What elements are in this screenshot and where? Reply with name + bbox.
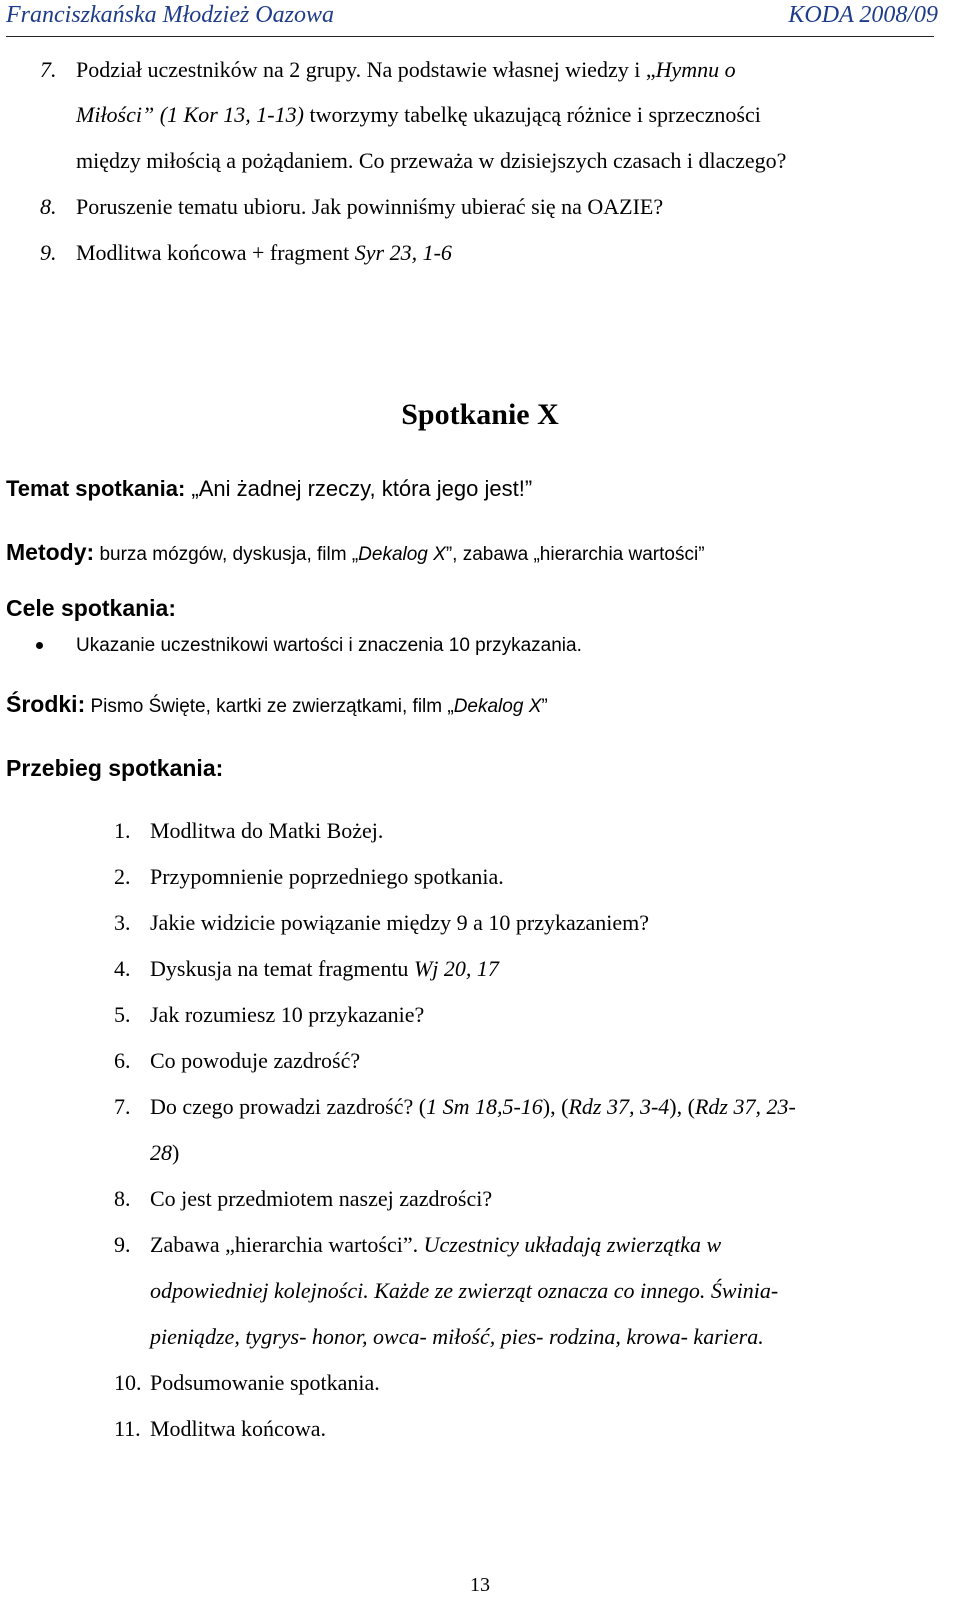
- agenda-item-10-text: Podsumowanie spotkania.: [150, 1370, 380, 1395]
- prev-item-9-text: Modlitwa końcowa + fragment: [76, 240, 355, 265]
- goals-item-text: Ukazanie uczestnikowi wartości i znaczenia 10 przykazania.: [76, 635, 582, 656]
- agenda-item-3-number: 3.: [114, 910, 131, 935]
- prev-item-7-text-b: Hymnu o: [655, 57, 736, 82]
- header-right: KODA 2008/09: [788, 2, 938, 28]
- agenda-item-4-number: 4.: [114, 956, 131, 981]
- meeting-topic: [6, 475, 532, 503]
- agenda-item-7-ref-1: 1 Sm 18,5-16: [426, 1094, 543, 1119]
- agenda-item-7-sep-1: ), (: [542, 1094, 569, 1119]
- prev-item-7-text-a: Podział uczestników na 2 grupy. Na podstawie własnej wiedzy i „: [76, 57, 656, 82]
- methods-text-a: burza mózgów, dyskusja, film „: [94, 544, 359, 565]
- agenda-item-7-ref-2: Rdz 37, 3-4: [568, 1094, 670, 1119]
- prev-item-7-line3: między miłością a pożądaniem. Co przeważa w dzisiejszych czasach i dlaczego?: [76, 148, 787, 173]
- meeting-title: Spotkanie X: [401, 398, 559, 431]
- goals-label-text: Cele spotkania:: [6, 595, 176, 621]
- agenda-item-3-text: Jakie widzicie powiązanie między 9 a 10 przykazaniem?: [150, 910, 650, 935]
- resources-label: Środki:: [6, 691, 86, 717]
- agenda-item-9-line2: odpowiedniej kolejności. Każde ze zwierząt oznacza co innego. Świnia-: [150, 1278, 779, 1303]
- page-header: [0, 0, 960, 40]
- prev-item-7-ref: Miłości” (1 Kor 13, 1-13): [76, 102, 304, 127]
- prev-item-7-text-c: tworzymy tabelkę ukazującą różnice i sprzeczności: [303, 102, 761, 127]
- prev-item-9-ref: Syr 23, 1-6: [354, 240, 452, 265]
- agenda-item-10: [114, 1369, 380, 1397]
- meeting-methods: [6, 538, 705, 569]
- agenda-item-9-text: Zabawa „hierarchia wartości”.: [150, 1232, 424, 1257]
- agenda-item-6-number: 6.: [114, 1048, 131, 1073]
- resources-text-c: ”: [541, 696, 548, 717]
- prev-item-7-number: 7.: [40, 57, 57, 82]
- agenda-item-1: [114, 817, 383, 845]
- agenda-item-7-line2: [150, 1139, 179, 1167]
- agenda-item-4-ref: Wj 20, 17: [413, 956, 499, 981]
- agenda-item-7-ref-3-end: 28: [150, 1140, 172, 1165]
- goals-item: [40, 630, 740, 660]
- agenda-item-9-desc-1: Uczestnicy układają zwierzątka w: [423, 1232, 722, 1257]
- agenda-item-6-text: Co powoduje zazdrość?: [150, 1048, 361, 1073]
- prev-item-9-number: 9.: [40, 240, 57, 265]
- agenda-item-8: [114, 1185, 492, 1213]
- prev-item-7-line1: [40, 56, 736, 84]
- methods-text-c: ”, zabawa „hierarchia wartości”: [445, 544, 705, 565]
- topic-value: „Ani żadnej rzeczy, która jego jest!”: [185, 476, 533, 501]
- agenda-item-4-text: Dyskusja na temat fragmentu: [150, 956, 414, 981]
- resources-film-title: Dekalog X: [453, 696, 542, 717]
- prev-item-7-line2: [76, 101, 761, 129]
- agenda-item-5-text: Jak rozumiesz 10 przykazanie?: [150, 1002, 425, 1027]
- agenda-item-7-number: 7.: [114, 1094, 131, 1119]
- agenda-item-11: [114, 1415, 326, 1443]
- agenda-item-7-text-a: Do czego prowadzi zazdrość? (: [150, 1094, 427, 1119]
- prev-item-9: [40, 239, 452, 267]
- agenda-item-7-sep-2: ), (: [669, 1094, 695, 1119]
- agenda-item-4: [114, 955, 499, 983]
- agenda-label: [6, 754, 223, 783]
- header-rule: [6, 36, 934, 37]
- agenda-item-2: [114, 863, 504, 891]
- agenda-item-7: [114, 1093, 796, 1121]
- agenda-item-11-number: 11.: [114, 1416, 141, 1441]
- agenda-item-5-number: 5.: [114, 1002, 131, 1027]
- methods-film-title: Dekalog X: [358, 544, 446, 565]
- bullet-icon: [36, 642, 43, 649]
- topic-label: Temat spotkania:: [6, 476, 186, 501]
- agenda-item-2-text: Przypomnienie poprzedniego spotkania.: [150, 864, 504, 889]
- agenda-label-text: Przebieg spotkania:: [6, 755, 224, 781]
- agenda-item-8-number: 8.: [114, 1186, 131, 1211]
- methods-label: Metody:: [6, 539, 95, 565]
- agenda-item-3: [114, 909, 649, 937]
- header-left: Franciszkańska Młodzież Oazowa: [6, 2, 334, 28]
- page-number: 13: [470, 1574, 490, 1596]
- resources-text-a: Pismo Święte, kartki ze zwierzątkami, film „: [85, 696, 454, 717]
- agenda-item-1-number: 1.: [114, 818, 131, 843]
- agenda-item-7-ref-3: Rdz 37, 23-: [694, 1094, 796, 1119]
- agenda-item-9-line3: pieniądze, tygrys- honor, owca- miłość, pies- rodzina, krowa- kariera.: [150, 1324, 764, 1349]
- agenda-item-9-number: 9.: [114, 1232, 131, 1257]
- prev-item-8-number: 8.: [40, 194, 57, 219]
- goals-label: [6, 594, 176, 623]
- agenda-item-1-text: Modlitwa do Matki Bożej.: [150, 818, 384, 843]
- prev-item-8: [40, 193, 663, 221]
- agenda-item-7-close: ): [172, 1140, 180, 1165]
- agenda-item-5: [114, 1001, 424, 1029]
- agenda-item-8-text: Co jest przedmiotem naszej zazdrości?: [150, 1186, 493, 1211]
- agenda-item-11-text: Modlitwa końcowa.: [150, 1416, 326, 1441]
- agenda-item-2-number: 2.: [114, 864, 131, 889]
- agenda-item-10-number: 10.: [114, 1370, 142, 1395]
- meeting-resources: [6, 690, 548, 721]
- agenda-item-9: [114, 1231, 721, 1259]
- agenda-item-6: [114, 1047, 360, 1075]
- prev-item-8-text: Poruszenie tematu ubioru. Jak powinniśmy ubierać się na OAZIE?: [76, 194, 664, 219]
